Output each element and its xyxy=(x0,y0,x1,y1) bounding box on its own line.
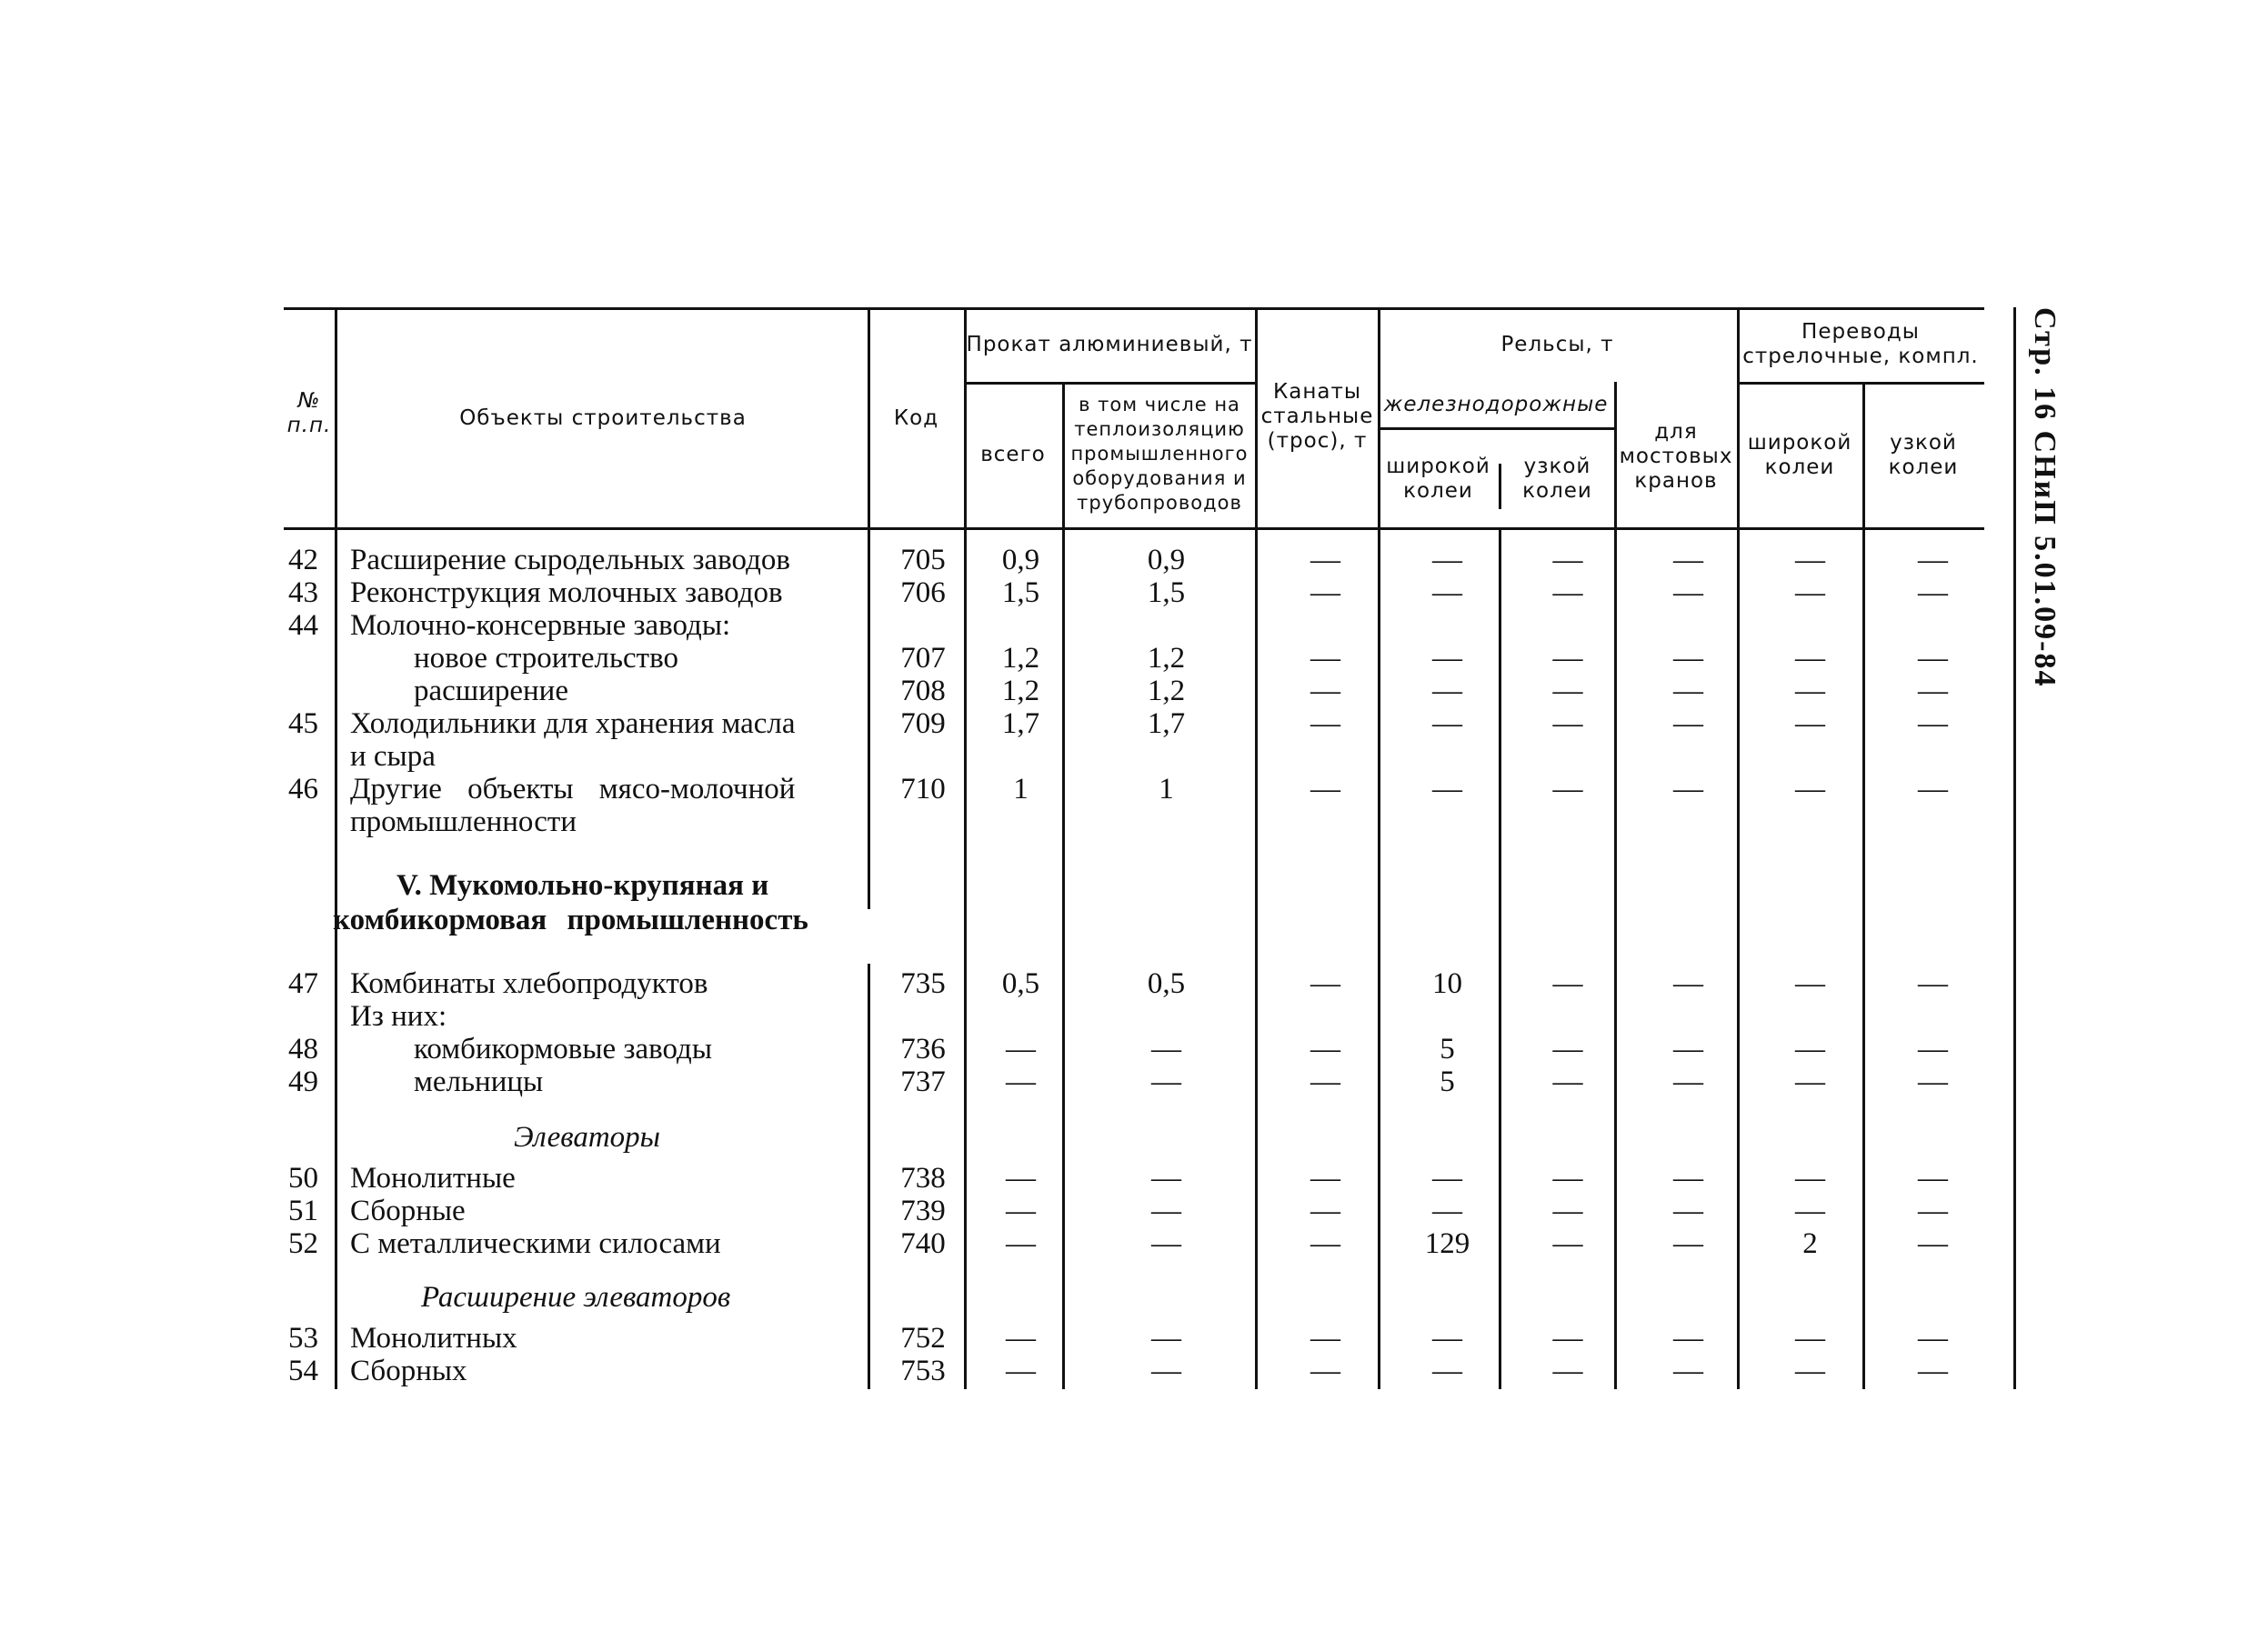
cell-rail-wide: — xyxy=(1432,642,1462,675)
cell-alum-total: — xyxy=(1006,1033,1036,1066)
cell-alum-incl: — xyxy=(1151,1162,1181,1195)
cell-switch-narrow: — xyxy=(1918,707,1948,740)
cell-rail-wide: 129 xyxy=(1424,1227,1470,1260)
row-name: С металлическими силосами xyxy=(350,1227,721,1260)
cell-alum-incl: 1 xyxy=(1159,773,1174,805)
cell-alum-total: 1,2 xyxy=(1001,642,1040,675)
table-row xyxy=(0,1227,2268,1260)
header-switch-narrow: узкой колеи xyxy=(1888,431,1959,479)
cell-alum-incl: 1,7 xyxy=(1147,707,1186,740)
cell-alum-total: — xyxy=(1006,1227,1036,1260)
table-row xyxy=(0,1066,2268,1098)
cell-switch-narrow: — xyxy=(1918,1322,1948,1355)
cell-ropes: — xyxy=(1310,1227,1340,1260)
header-alum-group: Прокат алюминиевый, т xyxy=(966,333,1253,356)
header-alum-incl: в том числе на теплоизоляцию промышленного оборудования и трубопроводов xyxy=(1070,394,1249,514)
cell-switch-wide: — xyxy=(1795,675,1825,707)
cell-rail-narrow: — xyxy=(1552,1033,1583,1066)
cell-rail-narrow: — xyxy=(1552,1322,1583,1355)
cell-ropes: — xyxy=(1310,1162,1340,1195)
header-switch-wide: широкой колеи xyxy=(1747,431,1852,479)
cell-crane: — xyxy=(1673,1195,1703,1227)
table-row xyxy=(0,576,2268,609)
cell-alum-total: — xyxy=(1006,1355,1036,1387)
cell-alum-total: — xyxy=(1006,1162,1036,1195)
cell-switch-wide: — xyxy=(1795,967,1825,1000)
cell-alum-incl: — xyxy=(1151,1227,1181,1260)
cell-alum-incl: 1,2 xyxy=(1147,675,1186,707)
cell-rail-narrow: — xyxy=(1552,773,1583,805)
row-num: 54 xyxy=(288,1355,318,1387)
cell-crane: — xyxy=(1673,1227,1703,1260)
row-code: 736 xyxy=(900,1033,946,1066)
cell-rail-wide: — xyxy=(1432,707,1462,740)
table-row xyxy=(0,805,2268,838)
cell-alum-incl: — xyxy=(1151,1355,1181,1387)
header-num: № п.п. xyxy=(286,389,332,437)
cell-switch-wide: — xyxy=(1795,773,1825,805)
row-code: 706 xyxy=(900,576,946,609)
cell-rail-narrow: — xyxy=(1552,967,1583,1000)
cell-switch-wide: — xyxy=(1795,707,1825,740)
header-alum-total: всего xyxy=(980,443,1046,466)
cell-rail-wide: — xyxy=(1432,1322,1462,1355)
cell-switch-wide: — xyxy=(1795,576,1825,609)
cell-ropes: — xyxy=(1310,642,1340,675)
cell-switch-narrow: — xyxy=(1918,1033,1948,1066)
row-code: 710 xyxy=(900,773,946,805)
cell-alum-total: — xyxy=(1006,1322,1036,1355)
cell-rail-narrow: — xyxy=(1552,707,1583,740)
cell-alum-incl: 1,2 xyxy=(1147,642,1186,675)
cell-alum-total: — xyxy=(1006,1195,1036,1227)
section-title: комбикормовая промышленность xyxy=(333,904,808,936)
cell-ropes: — xyxy=(1310,1195,1340,1227)
cell-crane: — xyxy=(1673,642,1703,675)
cell-rail-narrow: — xyxy=(1552,642,1583,675)
row-code: 708 xyxy=(900,675,946,707)
cell-alum-incl: 0,5 xyxy=(1147,967,1186,1000)
row-num: 52 xyxy=(288,1227,318,1260)
row-name: Молочно-консервные заводы: xyxy=(350,609,731,642)
section-title: V. Мукомольно-крупяная и xyxy=(396,869,769,902)
row-num: 45 xyxy=(288,707,318,740)
cell-switch-wide: — xyxy=(1795,642,1825,675)
cell-switch-wide: — xyxy=(1795,1195,1825,1227)
cell-rail-wide: — xyxy=(1432,1355,1462,1387)
row-name: Комбинаты хлебопродуктов xyxy=(350,967,708,1000)
table-row xyxy=(0,609,2268,642)
cell-rail-narrow: — xyxy=(1552,1195,1583,1227)
header-switch-group: Переводы стрелочные, компл. xyxy=(1742,320,1979,368)
cell-switch-narrow: — xyxy=(1918,1355,1948,1387)
cell-alum-total: 1 xyxy=(1013,773,1029,805)
cell-alum-total: 0,9 xyxy=(1001,544,1040,576)
header-ropes: Канаты стальные (трос), т xyxy=(1260,380,1374,453)
cell-rail-narrow: — xyxy=(1552,1227,1583,1260)
table-row xyxy=(0,544,2268,576)
row-num: 43 xyxy=(288,576,318,609)
cell-ropes: — xyxy=(1310,773,1340,805)
cell-crane: — xyxy=(1673,544,1703,576)
table-row xyxy=(0,1355,2268,1387)
cell-alum-incl: 0,9 xyxy=(1147,544,1186,576)
row-name: и сыра xyxy=(350,740,436,773)
cell-switch-narrow: — xyxy=(1918,1195,1948,1227)
cell-alum-incl: — xyxy=(1151,1195,1181,1227)
table-row xyxy=(0,675,2268,707)
cell-rail-wide: 5 xyxy=(1440,1033,1455,1066)
row-name: расширение xyxy=(414,675,568,707)
row-name: Из них: xyxy=(350,1000,447,1033)
row-name: Расширение сыродельных заводов xyxy=(350,544,790,576)
cell-rail-wide: — xyxy=(1432,675,1462,707)
row-num: 42 xyxy=(288,544,318,576)
cell-alum-total: 1,5 xyxy=(1001,576,1040,609)
cell-ropes: — xyxy=(1310,1066,1340,1098)
cell-rail-wide: — xyxy=(1432,1195,1462,1227)
row-num: 46 xyxy=(288,773,318,805)
table-row xyxy=(0,740,2268,773)
cell-ropes: — xyxy=(1310,675,1340,707)
row-num: 48 xyxy=(288,1033,318,1066)
page-label: Стр. 16 СНиП 5.01.09-84 xyxy=(2028,307,2062,688)
cell-switch-narrow: — xyxy=(1918,544,1948,576)
cell-switch-narrow: — xyxy=(1918,1162,1948,1195)
row-name: новое строительство xyxy=(414,642,678,675)
cell-rail-wide: 10 xyxy=(1432,967,1462,1000)
header-objects: Объекты строительства xyxy=(459,406,747,430)
cell-rail-wide: — xyxy=(1432,1162,1462,1195)
cell-rail-wide: 5 xyxy=(1440,1066,1455,1098)
cell-switch-narrow: — xyxy=(1918,576,1948,609)
row-code: 740 xyxy=(900,1227,946,1260)
row-num: 53 xyxy=(288,1322,318,1355)
cell-alum-incl: — xyxy=(1151,1033,1181,1066)
row-code: 735 xyxy=(900,967,946,1000)
cell-switch-narrow: — xyxy=(1918,675,1948,707)
cell-alum-total: — xyxy=(1006,1066,1036,1098)
row-num: 51 xyxy=(288,1195,318,1227)
cell-rail-narrow: — xyxy=(1552,675,1583,707)
table-row xyxy=(0,1033,2268,1066)
cell-switch-wide: — xyxy=(1795,1066,1825,1098)
cell-ropes: — xyxy=(1310,1322,1340,1355)
header-narrow: узкой колеи xyxy=(1522,455,1592,503)
cell-alum-incl: 1,5 xyxy=(1147,576,1186,609)
cell-crane: — xyxy=(1673,1033,1703,1066)
header-crane: для мостовых кранов xyxy=(1619,420,1733,493)
cell-switch-wide: — xyxy=(1795,1033,1825,1066)
cell-ropes: — xyxy=(1310,967,1340,1000)
subsection-title: Элеваторы xyxy=(514,1121,661,1154)
row-num: 44 xyxy=(288,609,318,642)
header-railway: железнодорожные xyxy=(1383,393,1609,416)
cell-switch-narrow: — xyxy=(1918,1227,1948,1260)
table-row xyxy=(0,1162,2268,1195)
table-row xyxy=(0,1000,2268,1033)
row-name: мельницы xyxy=(414,1066,544,1098)
table-row xyxy=(0,1322,2268,1355)
cell-switch-narrow: — xyxy=(1918,642,1948,675)
table-row xyxy=(0,642,2268,675)
row-num: 50 xyxy=(288,1162,318,1195)
header-rails-group: Рельсы, т xyxy=(1500,333,1614,356)
row-code: 709 xyxy=(900,707,946,740)
cell-crane: — xyxy=(1673,1322,1703,1355)
cell-rail-wide: — xyxy=(1432,576,1462,609)
row-name: промышленности xyxy=(350,805,577,838)
cell-rail-narrow: — xyxy=(1552,1066,1583,1098)
cell-alum-total: 1,2 xyxy=(1001,675,1040,707)
cell-crane: — xyxy=(1673,967,1703,1000)
cell-ropes: — xyxy=(1310,1355,1340,1387)
cell-switch-wide: — xyxy=(1795,544,1825,576)
cell-crane: — xyxy=(1673,707,1703,740)
cell-ropes: — xyxy=(1310,576,1340,609)
cell-rail-narrow: — xyxy=(1552,576,1583,609)
cell-ropes: — xyxy=(1310,1033,1340,1066)
table-row xyxy=(0,707,2268,740)
cell-switch-narrow: — xyxy=(1918,1066,1948,1098)
cell-switch-narrow: — xyxy=(1918,967,1948,1000)
row-code: 753 xyxy=(900,1355,946,1387)
row-name: комбикормовые заводы xyxy=(414,1033,713,1066)
cell-switch-wide: — xyxy=(1795,1355,1825,1387)
cell-crane: — xyxy=(1673,1066,1703,1098)
row-name: Другие объекты мясо-молочной xyxy=(350,773,796,805)
cell-rail-wide: — xyxy=(1432,773,1462,805)
table-row xyxy=(0,773,2268,805)
row-code: 707 xyxy=(900,642,946,675)
row-name: Монолитные xyxy=(350,1162,516,1195)
table-row xyxy=(0,967,2268,1000)
row-code: 752 xyxy=(900,1322,946,1355)
header-code: Код xyxy=(893,406,939,430)
cell-switch-wide: — xyxy=(1795,1322,1825,1355)
cell-rail-narrow: — xyxy=(1552,1355,1583,1387)
cell-rail-narrow: — xyxy=(1552,1162,1583,1195)
row-code: 705 xyxy=(900,544,946,576)
row-num: 49 xyxy=(288,1066,318,1098)
cell-rail-narrow: — xyxy=(1552,544,1583,576)
cell-crane: — xyxy=(1673,576,1703,609)
cell-crane: — xyxy=(1673,1162,1703,1195)
row-name: Холодильники для хранения масла xyxy=(350,707,796,740)
cell-alum-incl: — xyxy=(1151,1322,1181,1355)
row-name: Сборных xyxy=(350,1355,467,1387)
cell-switch-narrow: — xyxy=(1918,773,1948,805)
cell-switch-wide: — xyxy=(1795,1162,1825,1195)
subsection-title: Расширение элеваторов xyxy=(421,1281,731,1314)
row-name: Монолитных xyxy=(350,1322,517,1355)
row-code: 739 xyxy=(900,1195,946,1227)
row-code: 738 xyxy=(900,1162,946,1195)
cell-rail-wide: — xyxy=(1432,544,1462,576)
cell-crane: — xyxy=(1673,773,1703,805)
cell-ropes: — xyxy=(1310,544,1340,576)
cell-alum-incl: — xyxy=(1151,1066,1181,1098)
cell-ropes: — xyxy=(1310,707,1340,740)
cell-crane: — xyxy=(1673,675,1703,707)
cell-alum-total: 0,5 xyxy=(1001,967,1040,1000)
row-code: 737 xyxy=(900,1066,946,1098)
row-name: Сборные xyxy=(350,1195,466,1227)
cell-crane: — xyxy=(1673,1355,1703,1387)
cell-alum-total: 1,7 xyxy=(1001,707,1040,740)
table-row xyxy=(0,1195,2268,1227)
cell-switch-wide: 2 xyxy=(1802,1227,1818,1260)
row-name: Реконструкция молочных заводов xyxy=(350,576,783,609)
row-num: 47 xyxy=(288,967,318,1000)
header-wide: широкой колеи xyxy=(1386,455,1490,503)
